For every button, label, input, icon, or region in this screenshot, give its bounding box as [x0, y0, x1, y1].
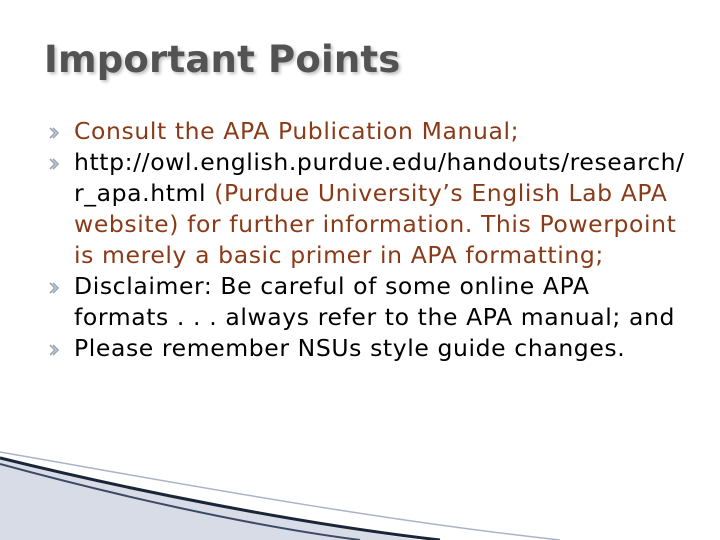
chevron-bullet-icon: [48, 127, 60, 139]
bullet-text: Please remember NSUs style guide changes.: [74, 334, 626, 362]
purdue-owl-link[interactable]: http://owl.english.purdue.edu/handouts/research/r_apa.html: [74, 148, 685, 207]
bullet-item: [48, 116, 688, 147]
slide-title: Important Points: [44, 38, 401, 81]
bullet-text: (Purdue University’s English Lab APA website) for further information. This Powerpoint is merely a basic primer in APA formatting;: [74, 179, 677, 269]
bullet-text: Disclaimer: Be careful of some online APA formats . . . always refer to the APA manual; and: [74, 272, 675, 331]
bullet-text: Consult the APA Publication Manual;: [74, 117, 520, 145]
bullet-list: [48, 116, 688, 364]
chevron-bullet-icon: [48, 282, 60, 294]
bullet-item: [48, 271, 688, 333]
chevron-bullet-icon: [48, 158, 60, 170]
decorative-wave: [0, 448, 720, 540]
chevron-bullet-icon: [48, 344, 60, 356]
bullet-item: [48, 147, 688, 271]
bullet-item: [48, 333, 688, 364]
